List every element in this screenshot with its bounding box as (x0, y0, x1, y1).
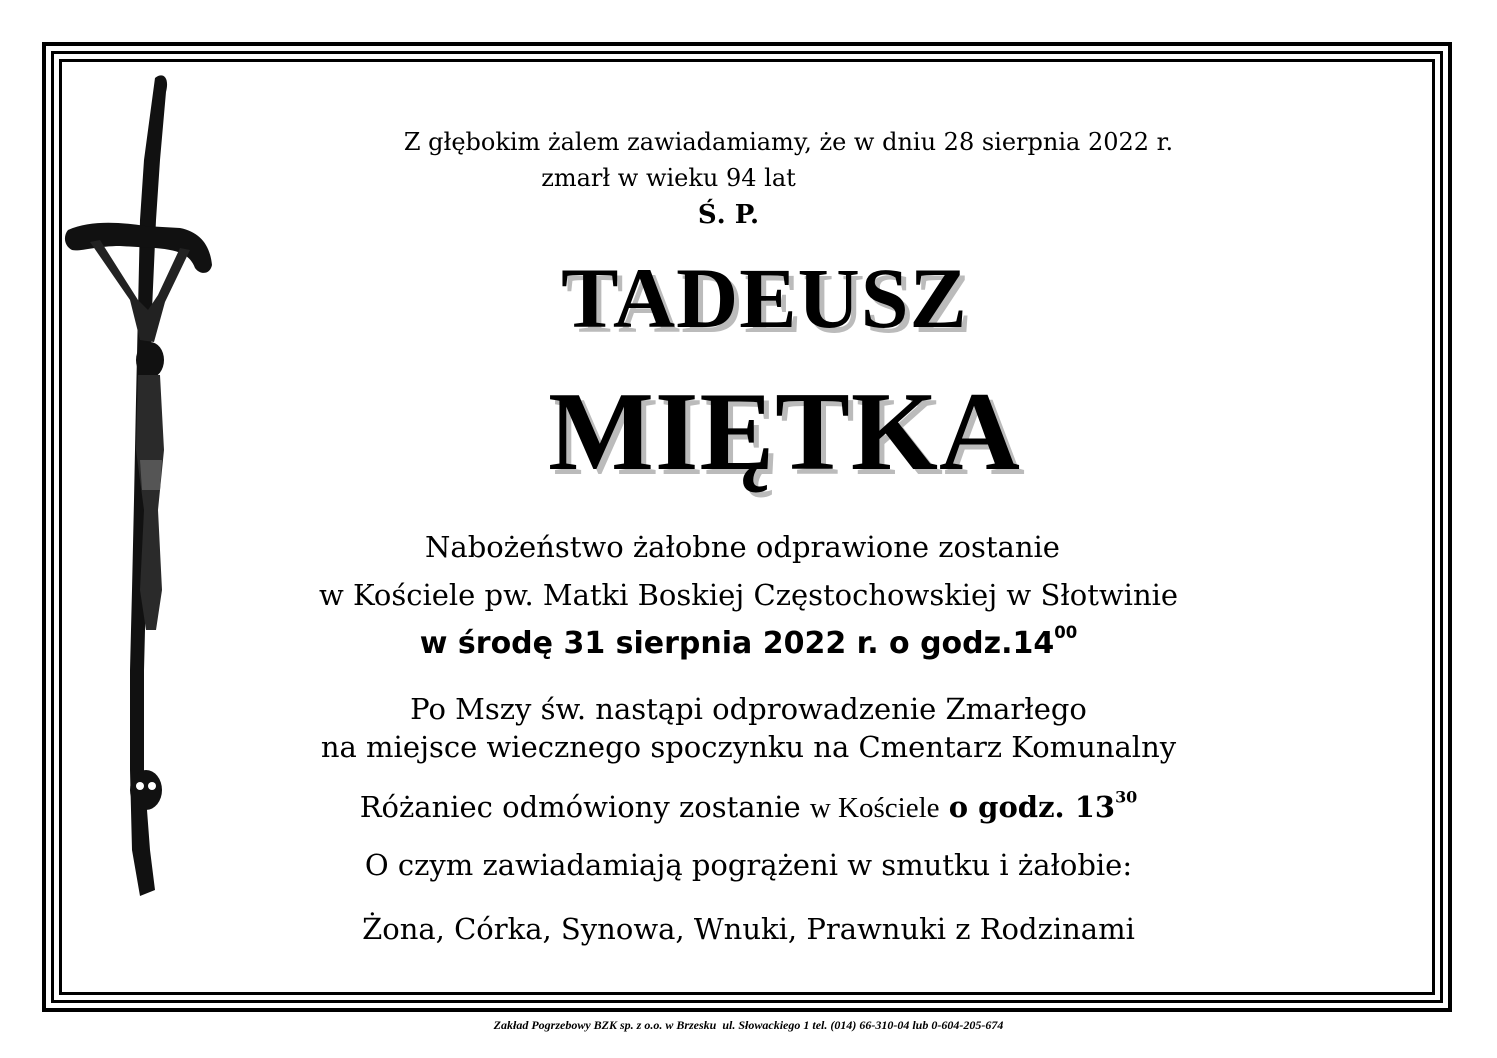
rosary-line (0, 787, 1497, 825)
rosary-text: Różaniec odmówiony zostanie (359, 790, 801, 824)
procession-line-2: na miejsce wiecznego spoczynku na Cmentarz Komunalny (320, 730, 1177, 764)
rosary-place: w Kościele (809, 792, 940, 824)
service-date (0, 623, 1497, 661)
honorific: Ś. P. (697, 200, 760, 230)
last-name: MIĘTKA (548, 370, 1021, 494)
service-date-minutes: 00 (1054, 623, 1078, 643)
service-line-2: w Kościele pw. Matki Boskiej Częstochowskiej w Słotwinie (318, 578, 1179, 612)
service-date-main: w środę 31 sierpnia 2022 r. o godz.14 (419, 626, 1055, 661)
footer-company: Zakład Pogrzebowy BZK sp. z o.o. w Brzesku ul. Słowackiego 1 (493, 1018, 810, 1032)
announcers-intro: O czym zawiadamiają pogrążeni w smutku i żałobie: (364, 848, 1133, 882)
intro-line-2: zmarł w wieku 94 lat (541, 164, 796, 192)
procession-line-1: Po Mszy św. nastąpi odprowadzenie Zmarłego (410, 692, 1087, 726)
intro-line-1: Z głębokim żalem zawiadamiamy, że w dniu 28 sierpnia 2022 r. (403, 128, 1174, 156)
service-line-1: Nabożeństwo żałobne odprawione zostanie (425, 530, 1060, 564)
rosary-time: o godz. $13^{30}$ (948, 787, 1138, 824)
footer (0, 1018, 1497, 1033)
family-list: Żona, Córka, Synowa, Wnuki, Prawnuki z Rodzinami (362, 912, 1135, 946)
footer-phone: tel. (014) 66-310-04 lub 0-604-205-674 (812, 1018, 1004, 1032)
first-name: TADEUSZ (561, 250, 968, 346)
